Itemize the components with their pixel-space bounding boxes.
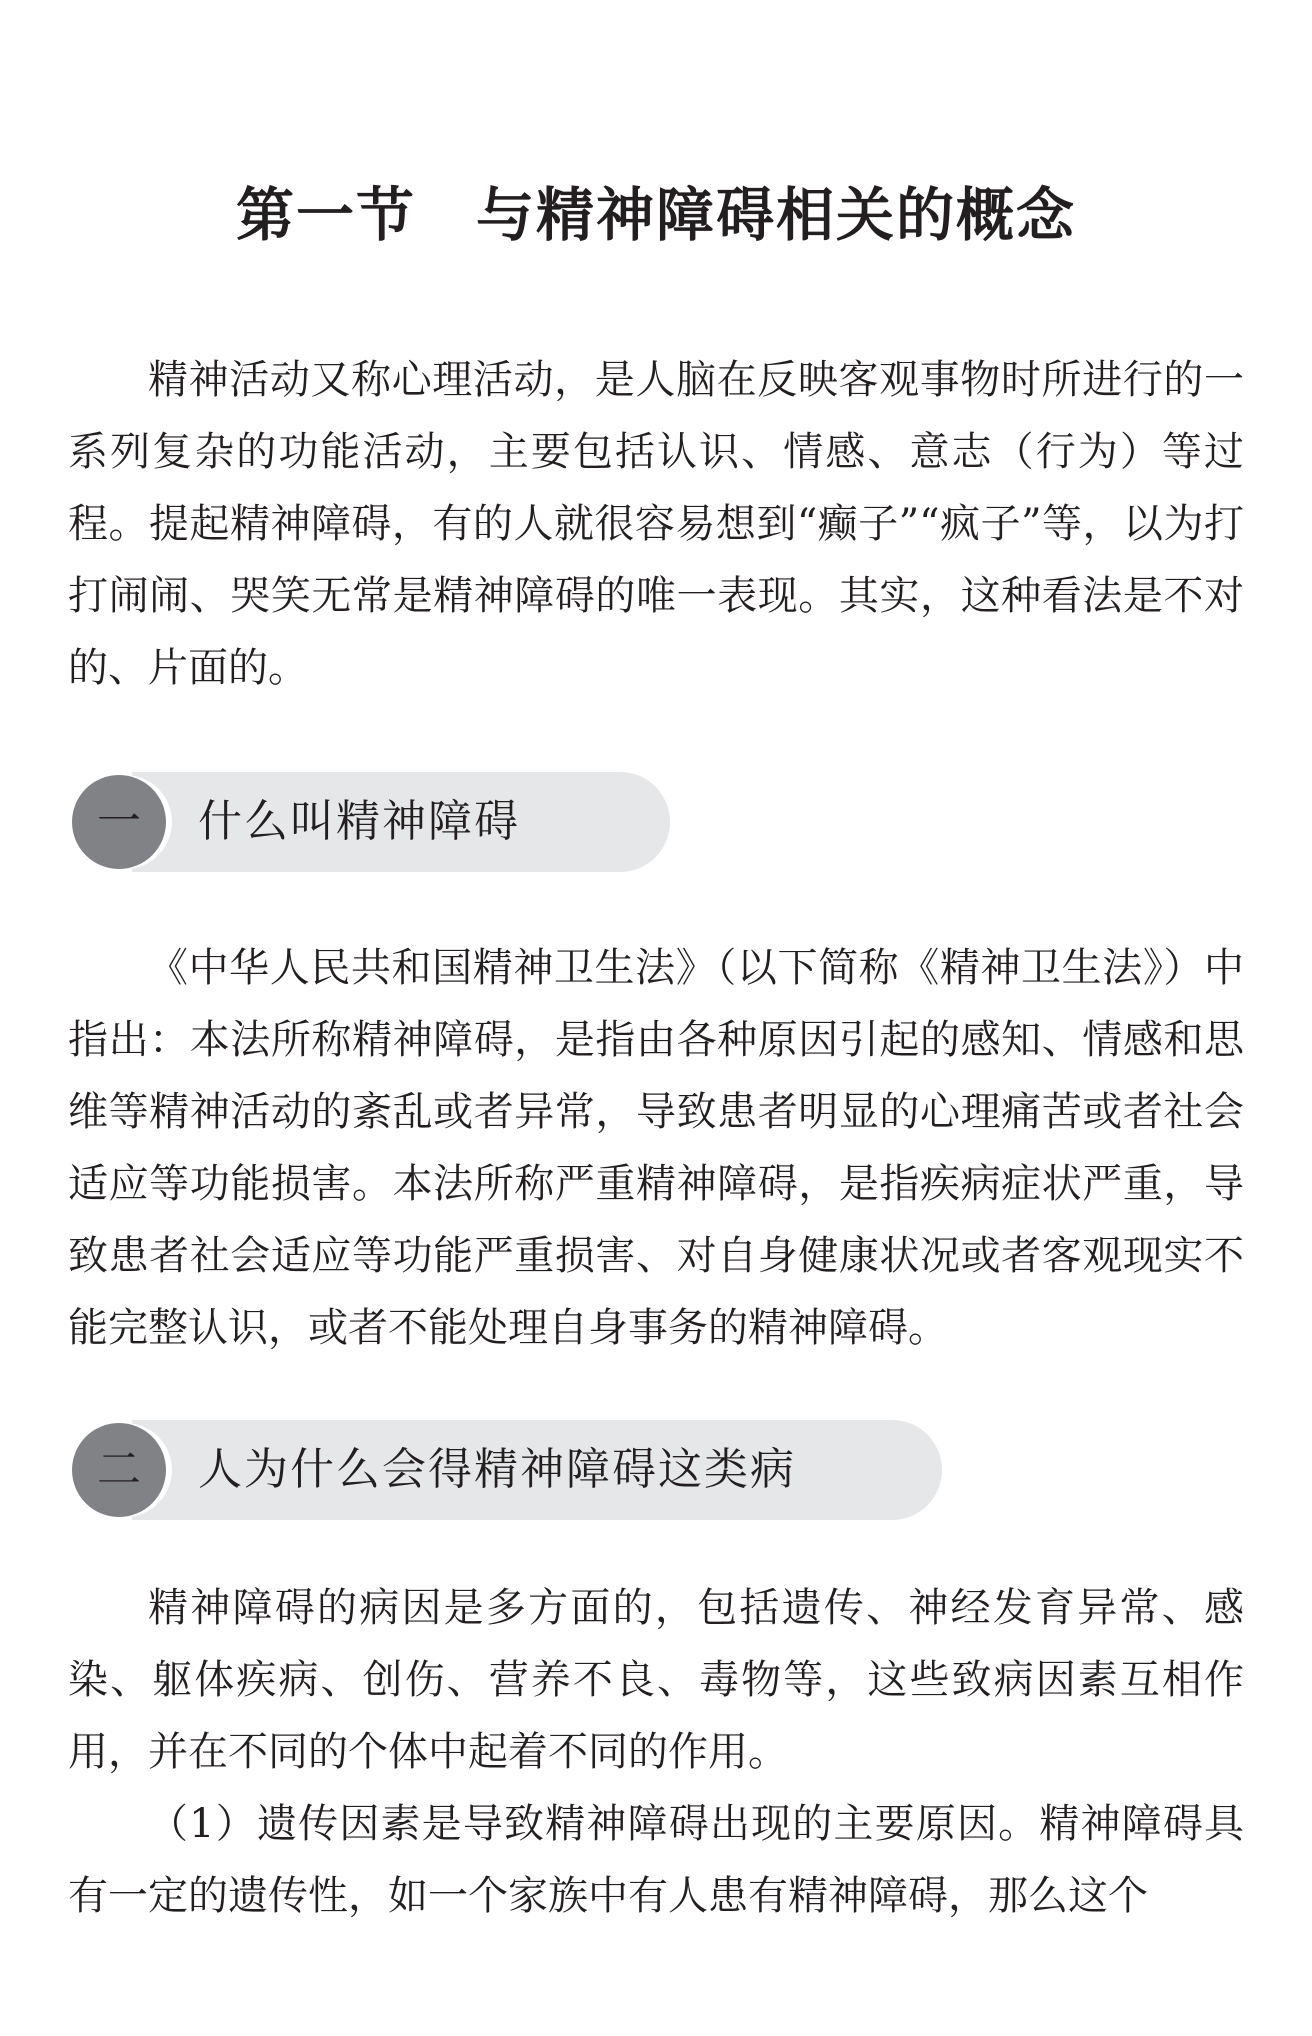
genetic-factor-paragraph: （1）遗传因素是导致精神障碍出现的主要原因。精神障碍具有一定的遗传性，如一个家族中有人患有精神障碍，那么这个 <box>68 1801 1244 1919</box>
section-number-badge: 二 <box>72 1423 166 1517</box>
section-number-badge: 一 <box>72 775 166 869</box>
section-title: 什么叫精神障碍 <box>198 796 520 847</box>
intro-paragraph: 精神活动又称心理活动，是人脑在反映客观事物时所进行的一系列复杂的功能活动，主要包括认识、情感、意志（行为）等过程。提起精神障碍，有的人就很容易想到“癫子”“疯子”等，以为打打闹闹、哭笑无常是精神障碍的唯一表现。其实，这种看法是不对的、片面的。 <box>68 357 1244 691</box>
causes-paragraph: 精神障碍的病因是多方面的，包括遗传、神经发育异常、感染、躯体疾病、创伤、营养不良、毒物等，这些致病因素互相作用，并在不同的个体中起着不同的作用。 <box>68 1585 1244 1775</box>
chapter-title: 第一节 与精神障碍相关的概念 <box>235 181 1076 249</box>
section-heading-2 <box>72 1420 882 1520</box>
section-heading-1 <box>72 772 610 872</box>
section-title: 人为什么会得精神障碍这类病 <box>198 1444 796 1495</box>
definition-paragraph: 《中华人民共和国精神卫生法》（以下简称《精神卫生法》）中指出：本法所称精神障碍，是指由各种原因引起的感知、情感和思维等精神活动的紊乱或者异常，导致患者明显的心理痛苦或者社会适应等功能损害。本法所称严重精神障碍，是指疾病症状严重，导致患者社会适应等功能严重损害、对自身健康状况或者客观现实不能完整认识，或者不能处理自身事务的精神障碍。 <box>68 945 1244 1351</box>
